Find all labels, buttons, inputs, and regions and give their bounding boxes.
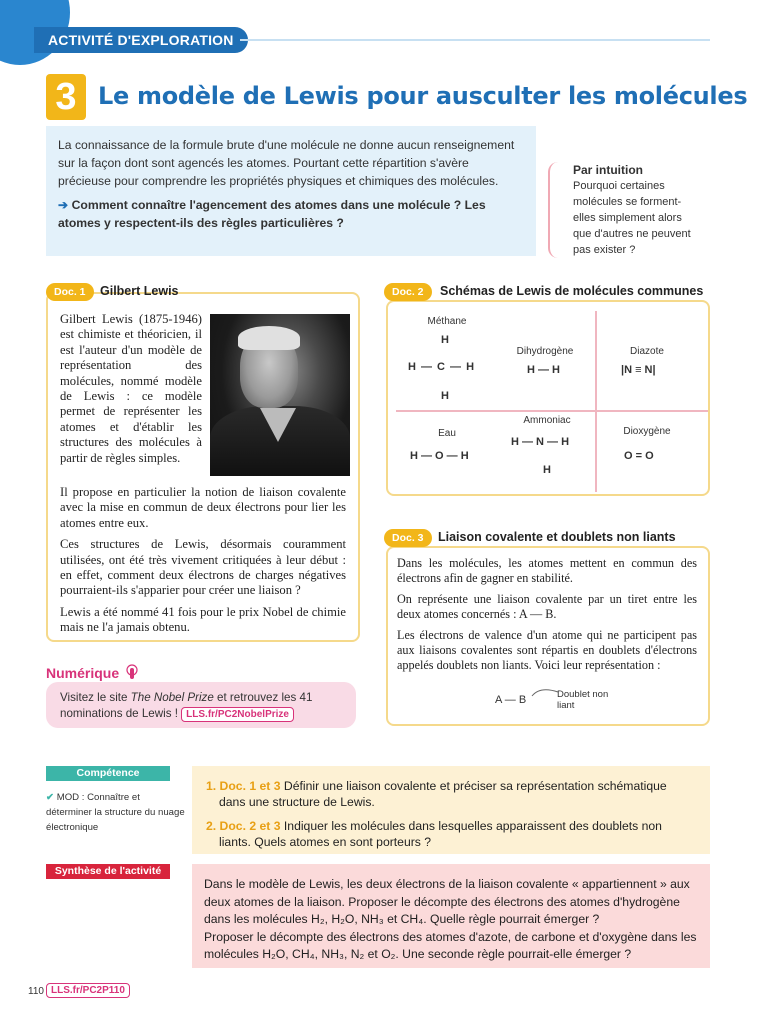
dihydrogene-label: Dihydrogène <box>516 346 574 357</box>
ammoniac-bottom-h: H <box>543 464 551 476</box>
doc2-title: Schémas de Lewis de molécules communes <box>440 284 704 298</box>
page-title: Le modèle de Lewis pour ausculter les molécules <box>98 82 748 110</box>
numerique-box: Visitez le site The Nobel Prize et retrouvez les 41 nominations de Lewis ! LLS.fr/PC2NobelPrize <box>46 682 356 728</box>
questions-box <box>192 766 710 854</box>
nobel-prize-link[interactable]: LLS.fr/PC2NobelPrize <box>181 707 294 722</box>
touch-hand-icon <box>123 664 143 680</box>
competence-text: ✔ MOD : Connaître et déterminer la structure du nuage électronique <box>46 792 185 833</box>
doc1-tag: Doc. 1 <box>46 283 94 301</box>
doc3-tag: Doc. 3 <box>384 529 432 547</box>
methane-top-h: H <box>441 334 449 346</box>
grid-vertical-line <box>595 311 597 492</box>
doc1-p4: Lewis a été nommé 41 fois pour le prix Nobel de chimie mais ne l'a jamais obtenu. <box>60 604 346 635</box>
grid-horizontal-line <box>396 410 708 412</box>
intro-paragraph: La connaissance de la formule brute d'une molécule ne donne aucun renseignement sur la façon dont sont agencés les atomes. Pourtant cette répartition s'avère précieuse pour comprendre les propriétés physiques et chimiques des molécules. <box>58 138 515 188</box>
synthese-p2: Proposer le décompte des électrons des atomes d'azote, de carbone et d'oxygène dans les molécules H₂O, CH₄, NH₃, N₂ et O₂. Une seconde règle pourrait-elle émerger ? <box>204 929 697 961</box>
eau-label: Eau <box>438 428 456 439</box>
diazote-formula: |N ≡ N| <box>621 364 656 376</box>
synthese-box <box>192 864 710 968</box>
doc1-p2: Il propose en particulier la notion de liaison covalente avec la mise en commun de deux électrons pour lier les atomes entre eux. <box>60 485 346 530</box>
synthese-p1: Dans le modèle de Lewis, les deux électrons de la liaison covalente « appartiennent » aux deux atomes de la liaison. Proposer le décompte des électrons des atomes d'hydrogène dans les molécules H₂, H₂O, NH₃ et CH₄. Quelle règle pourrait émerger ? <box>204 877 690 926</box>
sidebar-brace <box>548 162 560 258</box>
activity-number: 3 <box>46 74 86 120</box>
dihydrogene-formula: H — H <box>527 364 560 376</box>
sidebar-heading: Par intuition <box>573 163 643 177</box>
methane-row: H — C — H <box>408 361 476 373</box>
arrow-icon: ➔ <box>58 198 69 212</box>
activity-banner: ACTIVITÉ D'EXPLORATION <box>34 27 248 53</box>
methane-bottom-h: H <box>441 390 449 402</box>
doc1-intro <box>60 312 202 472</box>
doc3-schema: A — B <box>495 694 527 706</box>
nobel-site-name: The Nobel Prize <box>130 691 214 704</box>
intro-box <box>46 126 536 256</box>
header-divider <box>240 39 710 41</box>
doc1-title: Gilbert Lewis <box>100 284 179 298</box>
sidebar-text: Pourquoi certaines molécules se forment-elles simplement alors que d'autres ne peuvent pas exister ? <box>573 180 691 256</box>
sidebar-intuition <box>573 162 703 258</box>
methane-label: Méthane <box>427 316 467 327</box>
doc1-body <box>60 485 346 642</box>
dioxygene-formula: O = O <box>624 450 654 462</box>
numerique-heading: Numérique <box>46 664 143 681</box>
doc1-p1: Gilbert Lewis (1875-1946) est chimiste et théoricien, il est l'auteur d'un modèle de représentation des molécules, nommé modèle de Lewis : ce modèle permet de représenter les atomes et d'établir les structures des molécules à partir de règles simples. <box>60 312 202 465</box>
doc3-p1: Dans les molécules, les atomes mettent en commun des électrons afin de gagner en stabilité. <box>397 556 697 585</box>
doc3-body <box>397 556 697 679</box>
ammoniac-label: Ammoniac <box>523 415 571 426</box>
doc3-p3: Les électrons de valence d'un atome qui ne participent pas aux liaisons covalentes sont répartis en doublets d'électrons appelés doublets non liants. Voici leur représentation : <box>397 628 697 672</box>
doc3-title: Liaison covalente et doublets non liants <box>438 530 676 544</box>
ammoniac-row: H — N — H <box>511 436 570 448</box>
intro-question-text: Comment connaître l'agencement des atomes dans une molécule ? Les atomes y respectent-ils des règles particulières ? <box>58 198 486 230</box>
diazote-label: Diazote <box>630 346 664 357</box>
competence-tag: Compétence <box>46 766 170 781</box>
page-number: 110 <box>28 986 44 997</box>
doc1-p3: Ces structures de Lewis, désormais couramment utilisées, ont été très vivement critiquées à leur début : en effet, comment deux électrons de charges négatives pourraient-ils s'apparier pour créer une liaison ? <box>60 537 346 598</box>
doublet-label: Doublet non liant <box>557 689 609 711</box>
dioxygene-label: Dioxygène <box>623 426 671 437</box>
question-2: 2. Doc. 2 et 3 Indiquer les molécules dans lesquelles apparaissent des doublets non liants. Quels atomes en sont porteurs ? <box>206 819 662 849</box>
eau-formula: H — O — H <box>410 450 469 462</box>
check-icon: ✔ <box>46 792 55 803</box>
gilbert-lewis-photo <box>210 314 350 476</box>
doc3-p2: On représente une liaison covalente par un tiret entre les deux atomes concernés : A — B. <box>397 592 697 621</box>
page-link[interactable]: LLS.fr/PC2P110 <box>46 983 130 998</box>
question-1: 1. Doc. 1 et 3 Définir une liaison covalente et préciser sa représentation schématique dans une structure de Lewis. <box>206 779 667 809</box>
intro-question <box>58 196 524 232</box>
doc2-tag: Doc. 2 <box>384 283 432 301</box>
synthese-tag: Synthèse de l'activité <box>46 864 170 879</box>
doublet-pointer-icon <box>530 684 560 700</box>
